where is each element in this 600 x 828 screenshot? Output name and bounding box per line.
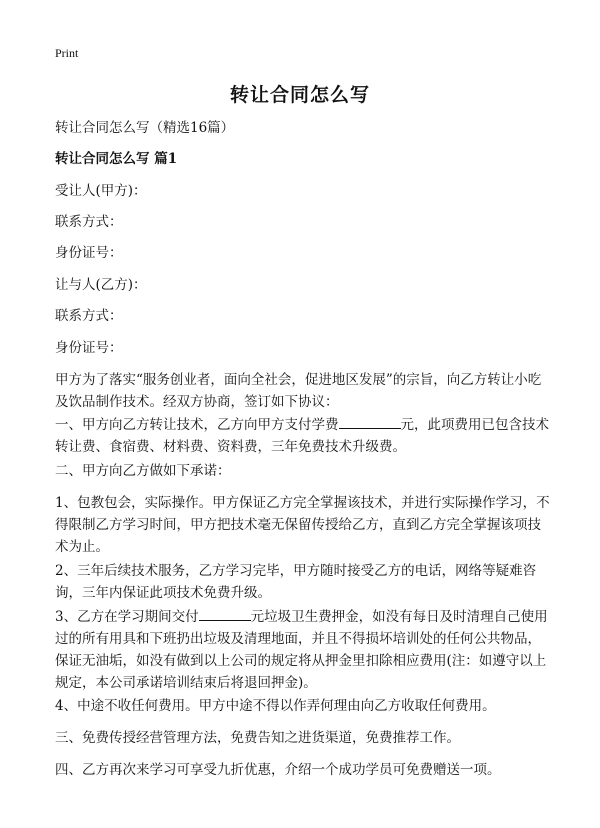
clause-1-text-b: 元，此项费用已包含技术转让费、食宿费、材料费、资料费，三年免费技术升级费。 [55,417,549,455]
document-subtitle: 转让合同怎么写（精选16篇） [55,120,235,136]
commitment-item-4: 4、中途不收任何费用。甲方中途不得以作弄何理由向乙方收取任何费用。 [55,698,496,714]
id-field-2: 身份证号： [55,340,123,356]
fee-blank [339,414,401,429]
assignor-field: 让与人(乙方)： [55,277,147,293]
clause-2: 二、甲方向乙方做如下承诺： [55,463,231,479]
clause-4: 四、乙方再次来学习可享受九折优惠，介绍一个成功学员可免费赠送一项。 [55,762,501,778]
contact-field-2: 联系方式： [55,308,123,324]
id-field-1: 身份证号： [55,245,123,261]
clause-3: 三、免费传授经营管理方法，免费告知之进货渠道，免费推荐工作。 [55,730,460,746]
clause-1-text-a: 一、甲方向乙方转让技术，乙方向甲方支付学费 [55,417,339,433]
item-3-text-b: 元垃圾卫生费押金，如没有每日及时清理自己使用过的所有用具和下班扔出垃圾及清理地面，并且不得损坏培训处的任何公共物品，保证无油垢，如没有做到以上公司的规定将从押金里扣除相应费用(注：如遵守以上规定，本公司承诺培训结束后将退回押金)。 [55,609,548,691]
print-label: Print [55,46,79,60]
clause-1 [55,414,550,458]
item-3-text-a: 3、乙方在学习期间交付 [55,609,199,625]
document-title: 转让合同怎么写 [229,84,370,106]
deposit-blank [199,606,251,621]
commitment-item-3 [55,606,550,694]
commitment-item-2: 2、三年后续技术服务，乙方学习完毕，甲方随时接受乙方的电话，网络等疑难咨询，三年内保证此项技术免费升级。 [55,563,537,601]
assignee-field: 受让人(甲方)： [55,183,147,199]
contact-field-1: 联系方式： [55,214,123,230]
intro-paragraph: 甲方为了落实“服务创业者，面向全社会，促进地区发展”的宗旨，向乙方转让小吃及饮品制作技术。经双方协商，签订如下协议： [55,372,542,410]
commitment-item-1: 1、包教包会，实际操作。甲方保证乙方完全掌握该技术，并进行实际操作学习，不得限制乙方学习时间，甲方把技术毫无保留传授给乙方，直到乙方完全掌握该项技术为止。 [55,495,550,555]
section-heading: 转让合同怎么写 篇1 [55,151,178,167]
